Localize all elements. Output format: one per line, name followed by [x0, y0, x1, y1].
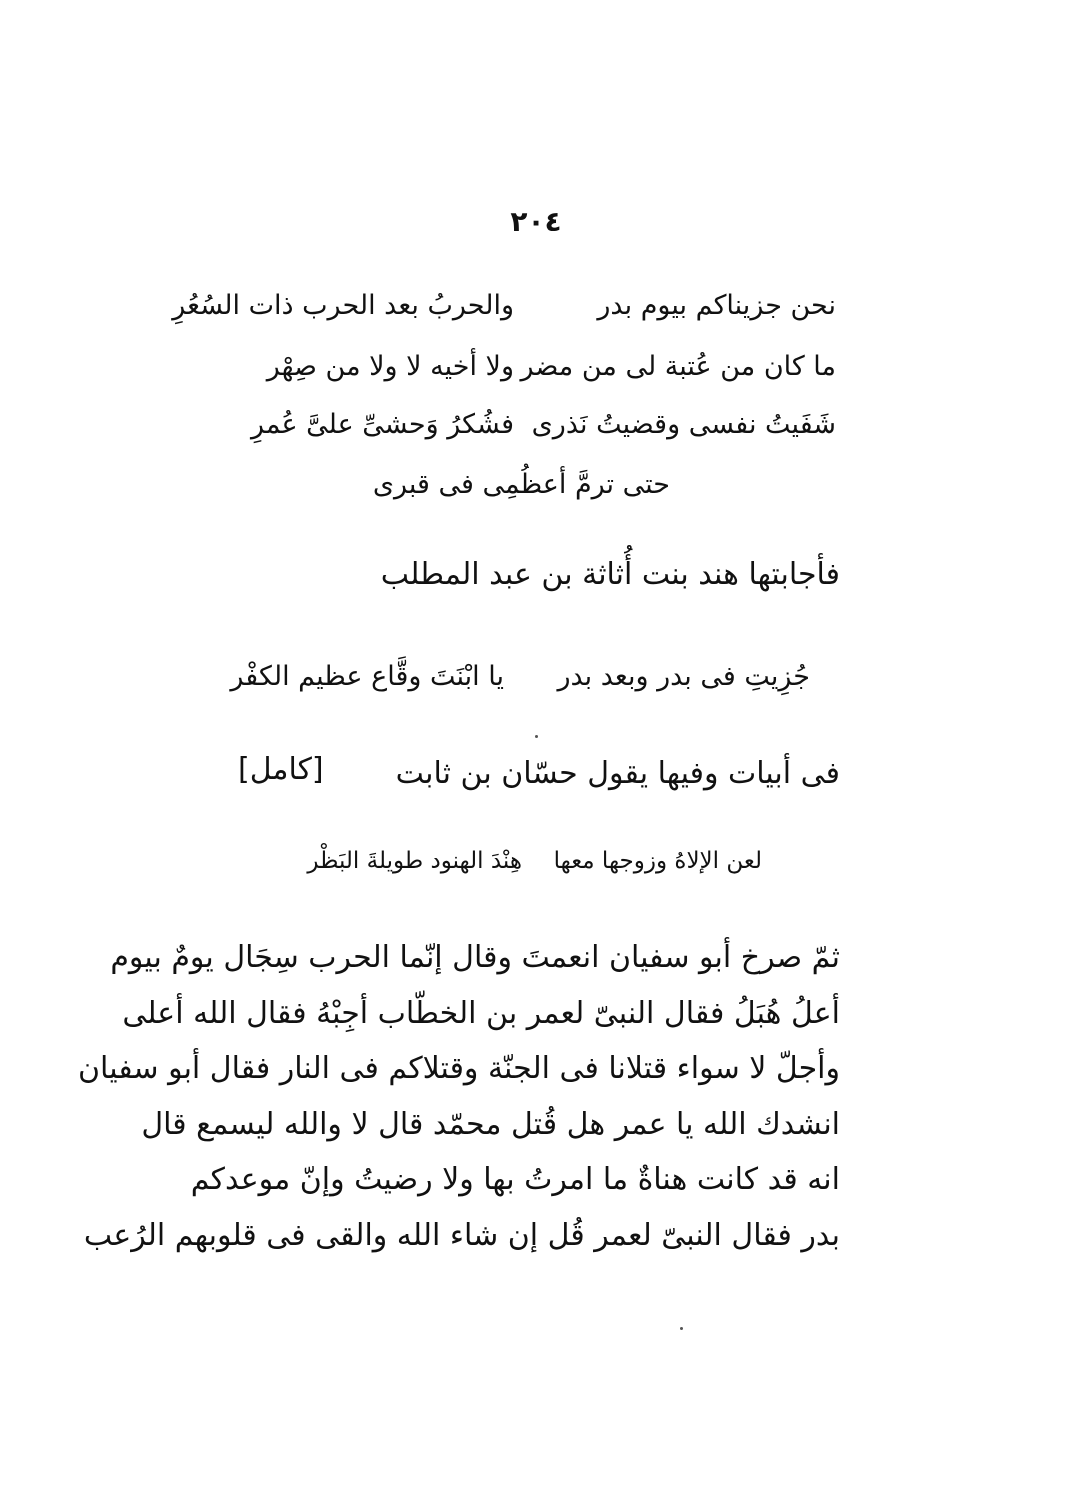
prose-line: بدر فقال النبىّ لعمر قُل إن شاء الله والقى فى قلوبهم الرُعب	[83, 1217, 840, 1253]
section-heading: فأجابتها هند بنت أُثاثة بن عبد المطلب	[380, 557, 840, 592]
prose-paragraph	[78, 930, 840, 1263]
verse-hemistich-second: هِنْدَ الهنود طويلةَ البَظْر	[307, 848, 522, 874]
verse-hemistich-first: شَفَيتُ نفسى وقضيتُ نَذرى	[531, 409, 836, 440]
verse-hemistich-first: جُزِيتِ فى بدر وبعد بدر	[557, 661, 810, 692]
verse-hemistich-second: يا ابْنَتَ وقَّاع عظيم الكفْر	[230, 661, 504, 692]
prose-line: أعلُ هُبَلُ فقال النبىّ لعمر بن الخطّاب أجِبْهُ فقال الله أعلى	[122, 995, 840, 1031]
poem-verse	[267, 347, 836, 387]
verse-hemistich-first: نحن جزيناكم بيوم بدر	[597, 290, 836, 321]
verse-hemistich-first: ما كان من عُتبة لى من مضر	[520, 351, 836, 382]
verse-hemistich-first: لعن الإلاهُ وزوجها معها	[553, 848, 762, 874]
poem-verse	[172, 286, 836, 326]
prose-line: وأجلّ لا سواء قتلانا فى الجنّة وقتلاكم فى النار فقال أبو سفيان	[78, 1051, 840, 1086]
scan-speck	[535, 735, 538, 738]
scan-speck	[680, 1327, 683, 1330]
page-number: ٢٠٤	[510, 205, 562, 238]
meter-label: [كامل]	[238, 752, 324, 787]
poem-verse	[230, 657, 810, 697]
poem-verse	[307, 843, 762, 879]
prose-line: انشدك الله يا عمر هل قُتل محمّد قال لا والله ليسمع قال	[141, 1106, 840, 1142]
poem-final-line: حتى ترمَّ أعظُمِى فى قبرى	[372, 469, 670, 500]
section-heading: فى أبيات وفيها يقول حسّان بن ثابت	[395, 756, 840, 791]
poem-verse	[251, 405, 836, 445]
prose-line: انه قد كانت هناةٌ ما امرتُ بها ولا رضيتُ وإنّ موعدكم	[190, 1162, 840, 1197]
verse-hemistich-second: فشُكرُ وَحشىِّ علىَّ عُمرِ	[250, 409, 514, 440]
verse-hemistich-second: ولا أخيه لا ولا من صِهْر	[266, 351, 514, 382]
prose-line: ثمّ صرخ أبو سفيان انعمتَ وقال إنّما الحرب سِجَال يومٌ بيوم	[110, 940, 840, 975]
verse-hemistich-second: والحربُ بعد الحرب ذات السُعُرِ	[172, 290, 514, 321]
